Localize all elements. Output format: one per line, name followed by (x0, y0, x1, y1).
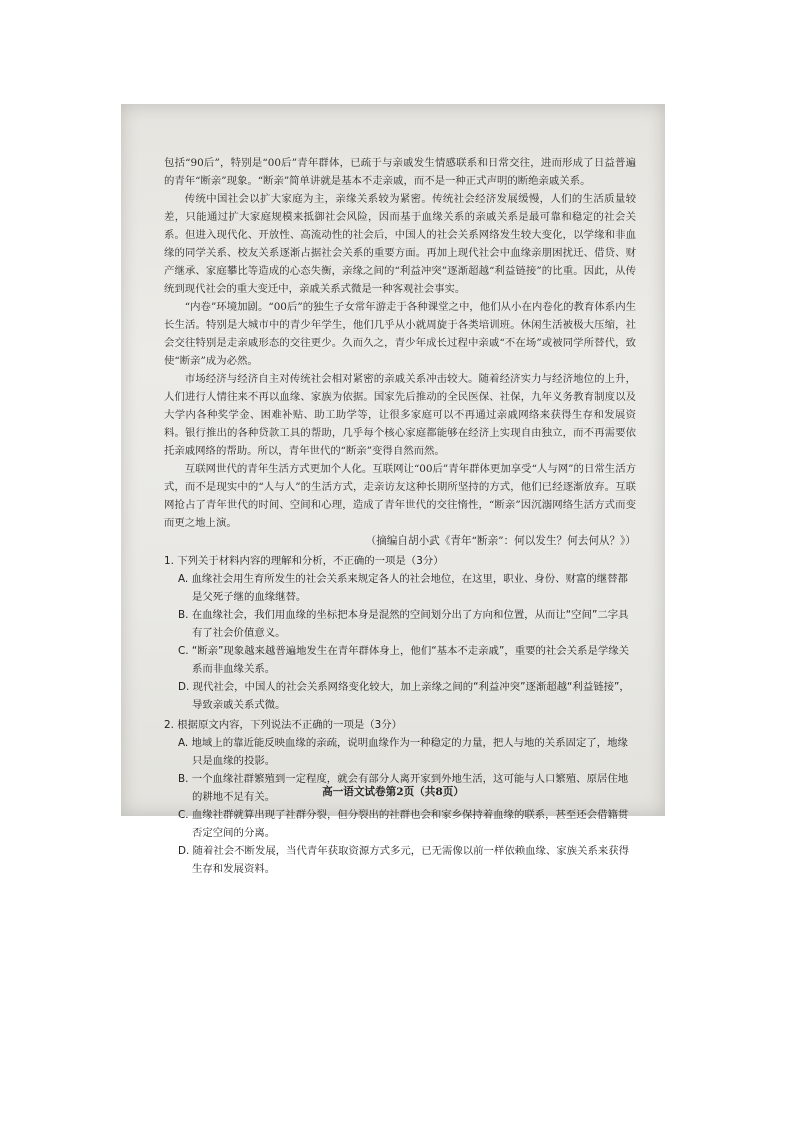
passage-paragraph: 传统中国社会以扩大家庭为主，亲缘关系较为紧密。传统社会经济发展缓慢，人们的生活质量较差，只能通过扩大家庭规模来抵御社会风险，因而基于血缘关系的亲戚关系是最可靠和稳定的社会关系。但进入现代化、开放性、高流动性的社会后，中国人的社会关系网络发生较大变化，以学缘和非血缘的同学关系、校友关系逐渐占据社会关系的重要方面。再加上现代社会中血缘亲朋困扰迁、借贷、财产继承、家庭攀比等造成的心态失衡，亲缘之间的“利益冲突”逐渐超越“利益链接”的比重。因此，从传统到现代社会的重大变迁中，亲戚关系式微是一种客观社会事实。 (164, 193, 636, 295)
passage-paragraph: 包括“90后”，特别是“00后”青年群体，已疏于与亲戚发生情感联系和日常交往，进而形成了日益普遍的青年“断亲”现象。“断亲”简单讲就是基本不走亲戚，而不是一种正式声明的断绝亲戚关系。 (164, 157, 636, 187)
passage-paragraph: 互联网世代的青年生活方式更加个人化。互联网让“00后”青年群体更加享受“人与网”的日常生活方式，而不是现实中的“人与人”的生活方式，走亲访友这种长期所坚持的方式，他们已经逐渐放弃。互联网抢占了青年世代的时间、空间和心理，造成了青年世代的交往惰性，“断亲”因沉溺网络生活方式而变而更之地上演。 (164, 463, 636, 529)
scanned-page-photo (121, 104, 665, 875)
question-1 (164, 552, 636, 714)
question-option: C. 血缘社群就算出现了社群分裂，但分裂出的社群也会和家乡保持着血缘的联系，甚至还会借籍贯否定空间的分离。 (178, 809, 629, 839)
question-option: B. 一个血缘社群繁殖到一定程度，就会有部分人离开家到外地生活，这可能与人口繁殖、原居住地的耕地不足有关。 (178, 773, 629, 803)
question-option: B. 在血缘社会，我们用血缘的坐标把本身是混然的空间划分出了方向和位置，从而让“空间”二字具有了社会价值意义。 (178, 609, 629, 639)
passage-paragraph: 市场经济与经济自主对传统社会相对紧密的亲戚关系冲击较大。随着经济实力与经济地位的上升，人们进行人情往来不再以血缘、家族为依据。国家先后推动的全民医保、社保，九年义务教育制度以及大学内各种奖学金、困难补贴、助工助学等，让很多家庭可以不再通过亲戚网络来获得生存和发展资料。银行推出的各种贷款工具的帮助，几乎每个核心家庭都能够在经济上实现自由独立，而不再需要依托亲戚网络的帮助。所以，青年世代的“断亲”变得自然而然。 (164, 373, 636, 457)
question-option: C. “断亲”现象越来越普遍地发生在青年群体身上，他们“基本不走亲戚”，重要的社会关系是学缘关系而非血缘关系。 (178, 645, 630, 675)
question-stem: 2. 根据原文内容，下列说法不正确的一项是（3分） (164, 719, 403, 731)
exam-page-content (164, 154, 636, 878)
question-option: A. 地域上的靠近能反映血缘的亲疏，说明血缘作为一种稳定的力量，把人与地的关系固定了，地缘只是血缘的投影。 (178, 737, 628, 767)
question-option: A. 血缘社会用生育所发生的社会关系来规定各人的社会地位，在这里，职业、身份、财富的继替都是父死子继的血缘继替。 (178, 573, 628, 603)
question-option: D. 随着社会不断发展，当代青年获取资源方式多元，已无需像以前一样依赖血缘、家族关系来获得生存和发展资料。 (178, 845, 630, 875)
question-stem: 1. 下列关于材料内容的理解和分析，不正确的一项是（3分） (164, 555, 444, 567)
page-footer: 高一语文试卷第2页（共8页） (322, 786, 464, 798)
passage-paragraph: “内卷”环境加剧。“00后”的独生子女常年游走于各种课堂之中，他们从小在内卷化的教育体系内生长生活。特别是大城市中的青少年学生，他们几乎从小就周旋于各类培训班。休闲生活被极大压缩，社会交往特别是走亲戚形态的交往更少。久而久之，青少年成长过程中亲戚“不在场”或被同学所替代，致使“断亲”成为必然。 (164, 301, 636, 367)
passage-source-citation: （摘编自胡小武《青年“断亲”：何以发生？何去何从？》） (365, 535, 636, 547)
question-option: D. 现代社会，中国人的社会关系网络变化较大，加上亲缘之间的“利益冲突”逐渐超越“利益链接”，导致亲戚关系式微。 (178, 681, 630, 711)
